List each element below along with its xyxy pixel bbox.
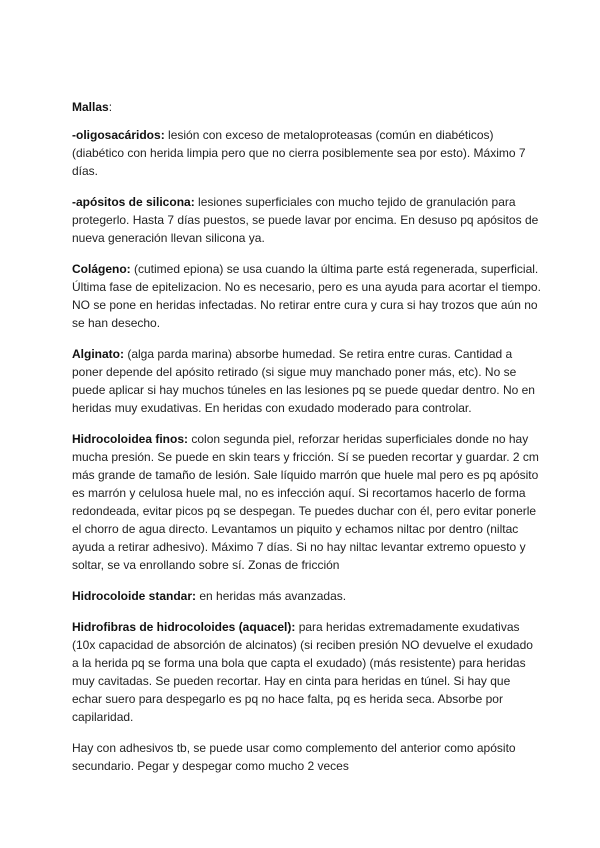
paragraph-hidrocoloide-standar — [72, 587, 542, 605]
paragraph-hidrocoloidea-finos — [72, 430, 542, 574]
paragraph-text: colon segunda piel, reforzar heridas superficiales donde no hay mucha presión. Se puede en skin tears y fricción. Sí se pueden recortar y guardar. 2 cm más grande de tamaño de lesión. Sale líquido marrón que huele mal pero es pq apósito es marrón y celulosa huele mal, no es infección aquí. Si recortamos hacerlo de forma redondeada, evitar picos pq se despegan. Te puedes duchar con él, pero evitar ponerle el chorro de agua directo. Levantamos un piquito y echamos niltac por dentro (niltac ayuda a retirar adhesivo). Máximo 7 días. Si no hay niltac levantar extremo opuesto y soltar, se va enrollando sobre sí. Zonas de fricción — [72, 432, 539, 572]
heading-colon: : — [108, 100, 113, 114]
section-heading — [72, 98, 542, 116]
paragraph-term: Alginato: — [72, 347, 124, 361]
paragraph-text: Hay con adhesivos tb, se puede usar como complemento del anterior como apósito secundario. Pegar y despegar como mucho 2 veces — [72, 741, 516, 773]
paragraph-text: lesión con exceso de metaloproteasas (común en diabéticos) (diabético con herida limpia pero que no cierra posiblemente sea por esto). Máximo 7 días. — [72, 128, 526, 178]
paragraph-silicona — [72, 193, 542, 247]
paragraph-term: Hidrocoloidea finos: — [72, 432, 189, 446]
paragraph-text: en heridas más avanzadas. — [196, 589, 347, 603]
paragraph-text: (cutimed epiona) se usa cuando la última parte está regenerada, superficial. Última fase de epitelizacion. No es necesario, pero es una ayuda para acortar el tiempo. NO se pone en heridas infectadas. No retirar entre cura y cura si hay trozos que aún no se han desecho. — [72, 262, 541, 330]
paragraph-text: lesiones superficiales con mucho tejido de granulación para protegerlo. Hasta 7 días puestos, se puede lavar por encima. En desuso pq apósitos de nueva generación llevan silicona ya. — [72, 195, 539, 245]
paragraph-term: Hidrocoloide standar: — [72, 589, 197, 603]
paragraph-text: (alga parda marina) absorbe humedad. Se retira entre curas. Cantidad a poner depende del apósito retirado (si sigue muy manchado poner más, etc). No se puede aplicar si hay muchos túneles en las lesiones pq se puede quedar dentro. No en heridas muy exudativas. En heridas con exudado moderado para controlar. — [72, 347, 535, 415]
paragraph-term: Colágeno: — [72, 262, 131, 276]
paragraph-hidrofibras — [72, 618, 542, 726]
heading-term: Mallas — [72, 100, 109, 114]
paragraph-text: para heridas extremadamente exudativas (10x capacidad de absorción de alcinatos) (si reciben presión NO devuelve el exudado a la herida pq se forma una bola que capta el exudado) (más resistente) para heridas muy cavitadas. Se pueden recortar. Hay en cinta para heridas en túnel. Si hay que echar suero para despegarlo es pq no hace falta, pq es herida seca. Absorbe por capilaridad. — [72, 620, 533, 724]
paragraph-term: -apósitos de silicona: — [72, 195, 195, 209]
paragraph-colageno — [72, 260, 542, 332]
paragraph-term: Hidrofibras de hidrocoloides (aquacel): — [72, 620, 296, 634]
document-page — [72, 98, 542, 788]
paragraph-alginato — [72, 345, 542, 417]
paragraph-term: -oligosacáridos: — [72, 128, 165, 142]
paragraph-adhesivos — [72, 739, 542, 775]
paragraph-oligosacaridos — [72, 126, 542, 180]
